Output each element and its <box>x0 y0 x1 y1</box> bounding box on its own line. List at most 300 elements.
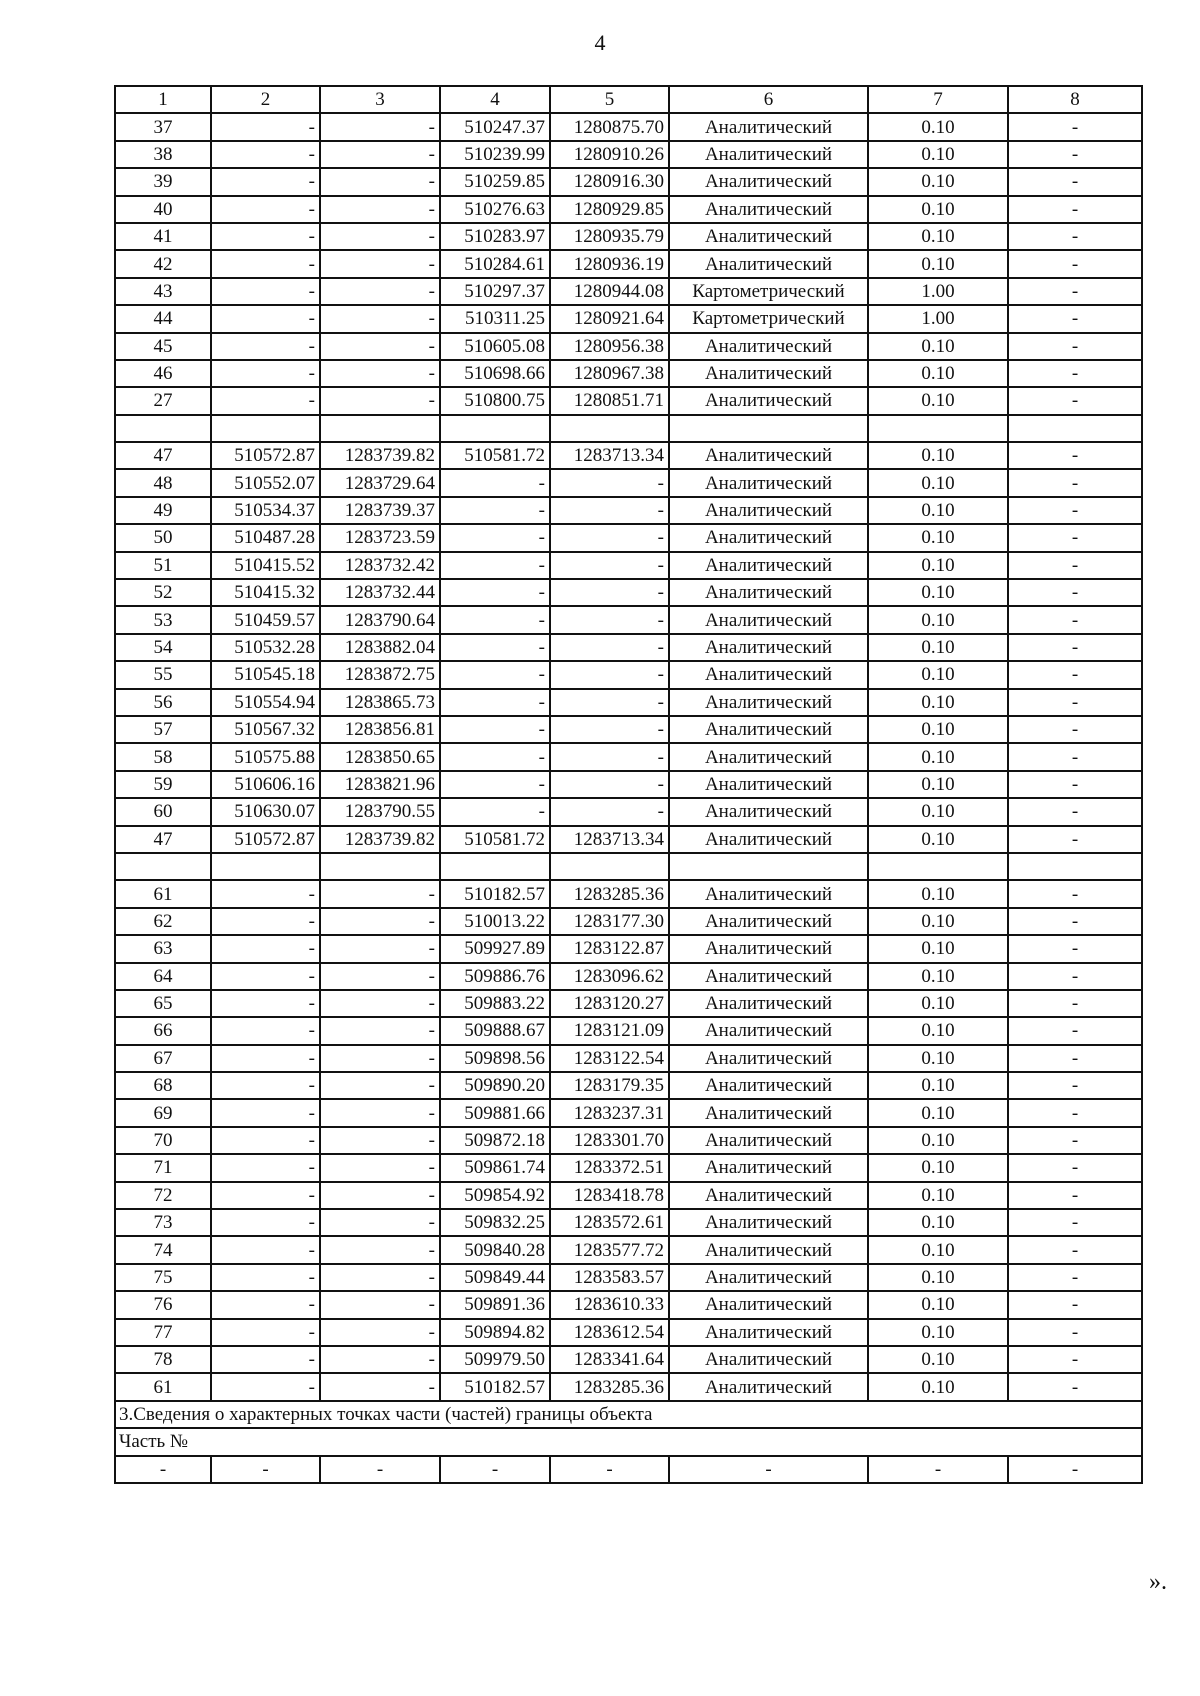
table-cell: 510259.85 <box>440 168 550 195</box>
table-cell: - <box>211 250 320 277</box>
table-cell: 0.10 <box>868 1072 1008 1099</box>
table-cell: 509886.76 <box>440 963 550 990</box>
table-cell: - <box>1008 771 1142 798</box>
table-row <box>115 360 1142 387</box>
table-cell: - <box>211 223 320 250</box>
table-cell: 1283572.61 <box>550 1209 669 1236</box>
table-cell: 0.10 <box>868 141 1008 168</box>
table-cell: - <box>320 935 440 962</box>
table-cell: 75 <box>115 1264 211 1291</box>
table-row <box>115 1291 1142 1318</box>
table-cell: Аналитический <box>669 1291 868 1318</box>
table-cell: 0.10 <box>868 661 1008 688</box>
table-cell: 0.10 <box>868 1154 1008 1181</box>
table-cell: 0.10 <box>868 168 1008 195</box>
table-cell: 510415.52 <box>211 552 320 579</box>
table-cell: 510284.61 <box>440 250 550 277</box>
table-cell <box>440 853 550 880</box>
table-cell: 0.10 <box>868 442 1008 469</box>
table-row <box>115 716 1142 743</box>
table-cell: 1283301.70 <box>550 1127 669 1154</box>
table-cell: 0.10 <box>868 689 1008 716</box>
table-cell: - <box>211 1154 320 1181</box>
table-cell: 0.10 <box>868 1236 1008 1263</box>
table-cell: Аналитический <box>669 634 868 661</box>
table-cell: 510532.28 <box>211 634 320 661</box>
table-cell: 1283285.36 <box>550 1373 669 1400</box>
table-cell: - <box>211 1319 320 1346</box>
table-row <box>115 771 1142 798</box>
table-cell: Аналитический <box>669 333 868 360</box>
table-cell: - <box>1008 1319 1142 1346</box>
table-cell: 1280921.64 <box>550 305 669 332</box>
table-cell: - <box>1008 278 1142 305</box>
table-cell: - <box>1008 1236 1142 1263</box>
table-cell: Аналитический <box>669 1373 868 1400</box>
table-cell: - <box>1008 442 1142 469</box>
table-cell: - <box>1008 223 1142 250</box>
table-cell: 41 <box>115 223 211 250</box>
table-cell: 0.10 <box>868 771 1008 798</box>
table-row <box>115 552 1142 579</box>
table-cell: 510581.72 <box>440 442 550 469</box>
table-cell: - <box>440 1456 550 1483</box>
table-cell: - <box>1008 1346 1142 1373</box>
table-cell: 0.10 <box>868 469 1008 496</box>
table-cell: - <box>1008 1373 1142 1400</box>
table-cell: 1283732.42 <box>320 552 440 579</box>
table-cell: - <box>320 1045 440 1072</box>
table-cell: Аналитический <box>669 1154 868 1181</box>
table-cell: Картометрический <box>669 278 868 305</box>
table-cell: - <box>1008 908 1142 935</box>
table-cell <box>211 415 320 442</box>
table-cell: 510800.75 <box>440 387 550 414</box>
table-cell: Аналитический <box>669 1099 868 1126</box>
table-cell: - <box>211 1182 320 1209</box>
table-cell: 0.10 <box>868 579 1008 606</box>
table-cell <box>440 415 550 442</box>
table-cell: 510311.25 <box>440 305 550 332</box>
table-cell: 45 <box>115 333 211 360</box>
table-cell: - <box>320 990 440 1017</box>
table-footer <box>115 1401 1142 1483</box>
table-row <box>115 1017 1142 1044</box>
table-cell: - <box>440 771 550 798</box>
table-cell: Аналитический <box>669 743 868 770</box>
table-cell: 510572.87 <box>211 442 320 469</box>
table-cell: 1283341.64 <box>550 1346 669 1373</box>
table-row <box>115 250 1142 277</box>
table-cell: 53 <box>115 606 211 633</box>
table-cell: - <box>115 1456 211 1483</box>
column-number-cell: 8 <box>1008 86 1142 113</box>
table-cell: - <box>1008 141 1142 168</box>
table-row <box>115 1236 1142 1263</box>
table-cell: - <box>211 113 320 140</box>
table-cell: - <box>211 387 320 414</box>
table-cell: - <box>440 743 550 770</box>
table-cell: 509927.89 <box>440 935 550 962</box>
table-cell: 66 <box>115 1017 211 1044</box>
table-cell: 1283237.31 <box>550 1099 669 1126</box>
table-cell: - <box>868 1456 1008 1483</box>
table-row <box>115 661 1142 688</box>
table-cell: - <box>1008 250 1142 277</box>
table-cell: - <box>320 1373 440 1400</box>
table-cell: 510459.57 <box>211 606 320 633</box>
table-cell: 1280936.19 <box>550 250 669 277</box>
table-cell: 0.10 <box>868 1209 1008 1236</box>
table-row <box>115 333 1142 360</box>
table-cell: Аналитический <box>669 1236 868 1263</box>
table-cell: 509854.92 <box>440 1182 550 1209</box>
table-cell: - <box>1008 579 1142 606</box>
table-cell <box>669 415 868 442</box>
table-row <box>115 113 1142 140</box>
table-cell: Аналитический <box>669 826 868 853</box>
table-cell: 69 <box>115 1099 211 1126</box>
table-cell: - <box>440 634 550 661</box>
table-cell: Аналитический <box>669 689 868 716</box>
table-cell: - <box>1008 634 1142 661</box>
table-cell: - <box>550 798 669 825</box>
table-cell: 1283739.82 <box>320 442 440 469</box>
table-cell: - <box>1008 826 1142 853</box>
table-cell: 1280875.70 <box>550 113 669 140</box>
table-cell: - <box>1008 196 1142 223</box>
table-cell: - <box>1008 606 1142 633</box>
table-cell: Аналитический <box>669 524 868 551</box>
table-cell: - <box>1008 305 1142 332</box>
table-cell: - <box>1008 1264 1142 1291</box>
table-cell: 510534.37 <box>211 497 320 524</box>
table-cell: - <box>550 606 669 633</box>
table-cell: Аналитический <box>669 168 868 195</box>
table-cell: 70 <box>115 1127 211 1154</box>
table-cell: 39 <box>115 168 211 195</box>
table-cell: 71 <box>115 1154 211 1181</box>
table-cell: - <box>440 497 550 524</box>
table-cell <box>1008 853 1142 880</box>
table-cell: 510572.87 <box>211 826 320 853</box>
table-cell: 509898.56 <box>440 1045 550 1072</box>
table-cell: - <box>440 606 550 633</box>
table-cell: 1283739.37 <box>320 497 440 524</box>
table-cell: Аналитический <box>669 141 868 168</box>
table-cell <box>1008 415 1142 442</box>
table-cell: Аналитический <box>669 661 868 688</box>
table-cell: - <box>1008 880 1142 907</box>
table-cell: 76 <box>115 1291 211 1318</box>
table-cell: - <box>550 552 669 579</box>
table-cell: - <box>211 1456 320 1483</box>
table-cell: - <box>1008 469 1142 496</box>
table-cell: - <box>320 113 440 140</box>
table-cell: 0.10 <box>868 1045 1008 1072</box>
table-cell: 51 <box>115 552 211 579</box>
table-cell <box>211 853 320 880</box>
table-row <box>115 1346 1142 1373</box>
table-cell: - <box>550 1456 669 1483</box>
table-cell: 1.00 <box>868 305 1008 332</box>
table-cell: 0.10 <box>868 743 1008 770</box>
table-cell: - <box>440 798 550 825</box>
table-cell: - <box>211 141 320 168</box>
table-cell: 1283732.44 <box>320 579 440 606</box>
table-cell: - <box>1008 1291 1142 1318</box>
table-cell: 509832.25 <box>440 1209 550 1236</box>
table-cell: 510567.32 <box>211 716 320 743</box>
table-cell: Аналитический <box>669 935 868 962</box>
table-row <box>115 524 1142 551</box>
table-cell: - <box>320 1099 440 1126</box>
table-cell: Аналитический <box>669 716 868 743</box>
table-cell: - <box>1008 113 1142 140</box>
column-number-cell: 7 <box>868 86 1008 113</box>
table-cell: - <box>1008 1072 1142 1099</box>
table-row <box>115 1264 1142 1291</box>
table-cell: Аналитический <box>669 606 868 633</box>
table-row <box>115 634 1142 661</box>
table-cell: - <box>1008 497 1142 524</box>
table-cell: - <box>211 305 320 332</box>
table-cell: 0.10 <box>868 963 1008 990</box>
table-cell: 0.10 <box>868 798 1008 825</box>
table-cell: 0.10 <box>868 333 1008 360</box>
table-cell: Аналитический <box>669 1182 868 1209</box>
table-cell: - <box>440 524 550 551</box>
table-cell: - <box>320 305 440 332</box>
table-cell: Аналитический <box>669 387 868 414</box>
table-cell: 1283121.09 <box>550 1017 669 1044</box>
column-number-cell: 6 <box>669 86 868 113</box>
table-cell: 1283872.75 <box>320 661 440 688</box>
table-cell: - <box>1008 935 1142 962</box>
table-cell: - <box>320 1127 440 1154</box>
section3-title: 3.Сведения о характерных точках части (частей) границы объекта <box>115 1401 1142 1428</box>
table-cell: Аналитический <box>669 771 868 798</box>
table-row <box>115 1045 1142 1072</box>
table-cell: 0.10 <box>868 935 1008 962</box>
table-cell: 74 <box>115 1236 211 1263</box>
table-cell: 57 <box>115 716 211 743</box>
table-cell: - <box>1008 552 1142 579</box>
table-cell: - <box>211 990 320 1017</box>
table-row <box>115 141 1142 168</box>
column-number-cell: 2 <box>211 86 320 113</box>
table-cell: Аналитический <box>669 552 868 579</box>
table-cell: - <box>1008 1099 1142 1126</box>
table-cell: - <box>320 1291 440 1318</box>
table-cell: - <box>211 278 320 305</box>
table-cell: 509894.82 <box>440 1319 550 1346</box>
table-cell: 1283865.73 <box>320 689 440 716</box>
table-cell: Аналитический <box>669 880 868 907</box>
part-label-row <box>115 1428 1142 1455</box>
table-cell: 49 <box>115 497 211 524</box>
table-row <box>115 606 1142 633</box>
table-cell: 1280956.38 <box>550 333 669 360</box>
table-row <box>115 1209 1142 1236</box>
table-row <box>115 415 1142 442</box>
table-cell: 46 <box>115 360 211 387</box>
table-cell: 67 <box>115 1045 211 1072</box>
table-cell: 510182.57 <box>440 1373 550 1400</box>
table-cell: - <box>440 579 550 606</box>
table-cell: 58 <box>115 743 211 770</box>
table-row <box>115 442 1142 469</box>
table-cell: - <box>211 196 320 223</box>
table-cell: - <box>1008 743 1142 770</box>
table-cell: 1283612.54 <box>550 1319 669 1346</box>
table-cell: Аналитический <box>669 1127 868 1154</box>
table-row <box>115 880 1142 907</box>
table-cell: - <box>211 1017 320 1044</box>
table-row <box>115 223 1142 250</box>
table-cell: - <box>550 579 669 606</box>
table-cell: Аналитический <box>669 1209 868 1236</box>
table-cell: Аналитический <box>669 1017 868 1044</box>
table-cell <box>320 853 440 880</box>
table-cell: - <box>320 1182 440 1209</box>
table-cell: 1283122.87 <box>550 935 669 962</box>
table-cell: 509883.22 <box>440 990 550 1017</box>
table-row <box>115 963 1142 990</box>
table-row <box>115 469 1142 496</box>
table-cell: - <box>550 634 669 661</box>
table-cell: 0.10 <box>868 524 1008 551</box>
table-cell: 0.10 <box>868 113 1008 140</box>
table-cell: Аналитический <box>669 113 868 140</box>
table-row <box>115 497 1142 524</box>
table-cell: 510575.88 <box>211 743 320 770</box>
table-cell: 1283577.72 <box>550 1236 669 1263</box>
table-cell: 510554.94 <box>211 689 320 716</box>
column-number-cell: 4 <box>440 86 550 113</box>
table-cell: Аналитический <box>669 1045 868 1072</box>
table-cell: 50 <box>115 524 211 551</box>
table-cell: - <box>320 223 440 250</box>
table-cell: 0.10 <box>868 1099 1008 1126</box>
table-cell: - <box>1008 1045 1142 1072</box>
table-cell: 0.10 <box>868 387 1008 414</box>
table-cell: 1280935.79 <box>550 223 669 250</box>
table-cell: 510013.22 <box>440 908 550 935</box>
table-cell: 509881.66 <box>440 1099 550 1126</box>
table-cell: 0.10 <box>868 497 1008 524</box>
table-cell: 1283583.57 <box>550 1264 669 1291</box>
table-cell: 0.10 <box>868 250 1008 277</box>
table-cell: 73 <box>115 1209 211 1236</box>
table-cell: - <box>440 716 550 743</box>
table-cell: - <box>320 1017 440 1044</box>
table-cell: 1283713.34 <box>550 442 669 469</box>
table-cell: 54 <box>115 634 211 661</box>
table-cell: - <box>320 880 440 907</box>
table-cell: 510283.97 <box>440 223 550 250</box>
table-cell: - <box>1008 360 1142 387</box>
table-cell: 55 <box>115 661 211 688</box>
table-cell: 0.10 <box>868 1182 1008 1209</box>
table-row <box>115 278 1142 305</box>
table-cell: - <box>1008 1456 1142 1483</box>
table-cell: 1283723.59 <box>320 524 440 551</box>
table-cell: - <box>1008 1127 1142 1154</box>
table-cell: - <box>320 333 440 360</box>
table-cell: - <box>1008 1182 1142 1209</box>
table-cell: 1283713.34 <box>550 826 669 853</box>
table-cell: - <box>1008 1017 1142 1044</box>
page-number: 4 <box>594 30 606 55</box>
table-cell: 1283285.36 <box>550 880 669 907</box>
table-cell: - <box>1008 387 1142 414</box>
table-cell: 0.10 <box>868 826 1008 853</box>
table-cell: - <box>550 689 669 716</box>
table-cell: 43 <box>115 278 211 305</box>
table-row <box>115 1127 1142 1154</box>
table-cell: - <box>211 360 320 387</box>
table-cell: 0.10 <box>868 716 1008 743</box>
table-cell <box>550 415 669 442</box>
table-cell: - <box>550 771 669 798</box>
table-cell: 1283610.33 <box>550 1291 669 1318</box>
table-cell: 1280944.08 <box>550 278 669 305</box>
table-cell: - <box>440 469 550 496</box>
table-cell: - <box>1008 661 1142 688</box>
closing-quote: ». <box>1149 1569 1167 1595</box>
table-cell: - <box>211 1236 320 1263</box>
table-cell <box>669 853 868 880</box>
table-cell: - <box>320 196 440 223</box>
table-row <box>115 196 1142 223</box>
table-cell: - <box>211 1373 320 1400</box>
table-cell: 510276.63 <box>440 196 550 223</box>
table-cell: - <box>1008 524 1142 551</box>
table-row <box>115 689 1142 716</box>
table-cell: 0.10 <box>868 360 1008 387</box>
table-cell <box>115 415 211 442</box>
table-cell: - <box>1008 333 1142 360</box>
table-cell: 0.10 <box>868 908 1008 935</box>
table-row <box>115 1319 1142 1346</box>
table-cell: 1283790.64 <box>320 606 440 633</box>
table-body <box>115 86 1142 1401</box>
table-cell: 72 <box>115 1182 211 1209</box>
table-cell: 59 <box>115 771 211 798</box>
table-cell: 1283418.78 <box>550 1182 669 1209</box>
table-cell: 40 <box>115 196 211 223</box>
table-cell: - <box>211 880 320 907</box>
table-cell: - <box>1008 716 1142 743</box>
table-cell: 0.10 <box>868 880 1008 907</box>
table-cell: 0.10 <box>868 552 1008 579</box>
table-cell: 65 <box>115 990 211 1017</box>
table-cell: - <box>320 1346 440 1373</box>
table-row <box>115 853 1142 880</box>
table-cell: - <box>320 1072 440 1099</box>
table-cell: 510247.37 <box>440 113 550 140</box>
table-row <box>115 826 1142 853</box>
table-cell: 0.10 <box>868 1017 1008 1044</box>
table-cell: - <box>320 908 440 935</box>
table-cell: - <box>320 1264 440 1291</box>
table-cell: 1280910.26 <box>550 141 669 168</box>
column-number-cell: 5 <box>550 86 669 113</box>
table-cell: 64 <box>115 963 211 990</box>
table-cell: 510182.57 <box>440 880 550 907</box>
table-cell: 510415.32 <box>211 579 320 606</box>
